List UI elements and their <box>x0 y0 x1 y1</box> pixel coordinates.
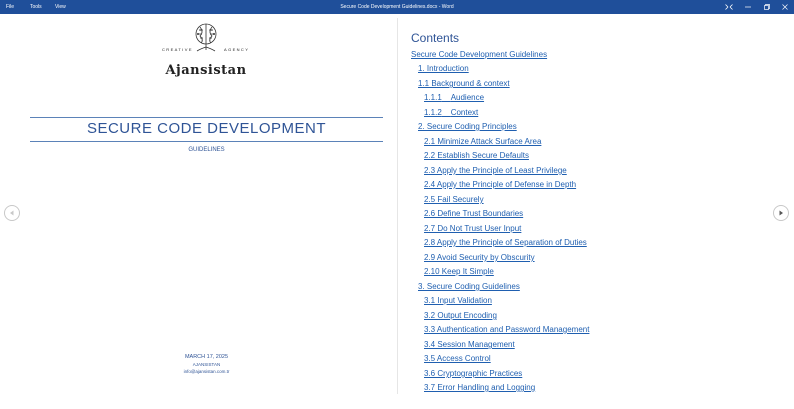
document-subtitle: GUIDELINES <box>188 147 225 153</box>
toc-item-3-6[interactable]: 3.6 Cryptographic Practices <box>424 369 523 378</box>
toc-item-3-2[interactable]: 3.2 Output Encoding <box>424 311 497 320</box>
toc-item-2-5[interactable]: 2.5 Fail Securely <box>424 195 484 204</box>
agency-right-text: AGENCY <box>224 47 250 52</box>
toc-item-2-1[interactable]: 2.1 Minimize Attack Surface Area <box>424 137 542 146</box>
next-page-button[interactable] <box>773 205 789 221</box>
next-page-icon <box>778 210 784 216</box>
close-icon <box>782 4 788 10</box>
menu-file[interactable]: File <box>6 4 15 10</box>
title-rule-bottom <box>30 141 383 142</box>
toc-item-3[interactable]: 3. Secure Coding Guidelines <box>418 282 520 291</box>
minimize-icon <box>745 4 751 10</box>
toc-item-1-1-1[interactable] <box>424 93 484 102</box>
toc-item-2-6[interactable]: 2.6 Define Trust Boundaries <box>424 209 524 218</box>
toc-item-2-9[interactable]: 2.9 Avoid Security by Obscurity <box>424 253 535 262</box>
toc-item-3-5[interactable]: 3.5 Access Control <box>424 354 491 363</box>
page-divider <box>397 18 398 394</box>
toc-item-label: Context <box>450 108 479 117</box>
restore-icon <box>764 4 770 10</box>
toc-item-3-1[interactable]: 3.1 Input Validation <box>424 296 492 305</box>
document-date: MARCH 17, 2025 <box>184 354 229 360</box>
toc-item-title[interactable]: Secure Code Development Guidelines <box>411 50 548 59</box>
toc-item-2-3[interactable]: 2.3 Apply the Principle of Least Privilege <box>424 166 567 175</box>
restore-button[interactable] <box>760 2 774 12</box>
title-bar <box>0 0 794 14</box>
toc-item-label: Audience <box>450 93 485 102</box>
toc-item-3-3[interactable]: 3.3 Authentication and Password Management <box>424 325 590 334</box>
window-title: Secure Code Development Guidelines.docx - Word <box>340 4 454 10</box>
toc-item-1-1-2[interactable] <box>424 108 478 117</box>
toc-item-2-8[interactable]: 2.8 Apply the Principle of Separation of Duties <box>424 238 587 247</box>
document-title: SECURE CODE DEVELOPMENT <box>86 120 327 137</box>
toc-item-number: 1.1.2 <box>424 108 442 117</box>
title-rule-top <box>30 117 383 118</box>
menu-tools[interactable]: Tools <box>30 4 42 10</box>
close-button[interactable] <box>778 2 792 12</box>
previous-page-button[interactable] <box>4 205 20 221</box>
toc-item-1[interactable]: 1. Introduction <box>418 64 469 73</box>
toc-item-2-4[interactable]: 2.4 Apply the Principle of Defense in Depth <box>424 180 577 189</box>
ribbon-display-button[interactable] <box>722 2 736 12</box>
minimize-button[interactable] <box>741 2 755 12</box>
toc-item-2-7[interactable]: 2.7 Do Not Trust User Input <box>424 224 522 233</box>
toc-item-2[interactable]: 2. Secure Coding Principles <box>418 122 517 131</box>
toc-item-1-1[interactable]: 1.1 Background & context <box>418 79 510 88</box>
toc-item-3-4[interactable]: 3.4 Session Management <box>424 340 515 349</box>
agency-left-text: CREATIVE <box>162 47 193 52</box>
brand-name: Ajansistan <box>165 63 247 78</box>
toc-heading: Contents <box>411 31 460 45</box>
toc-item-3-7[interactable]: 3.7 Error Handling and Logging <box>424 383 536 392</box>
toc-item-2-10[interactable]: 2.10 Keep It Simple <box>424 267 494 276</box>
previous-page-icon <box>9 210 15 216</box>
toc-item-number: 1.1.1 <box>424 93 442 102</box>
toc-item-2-2[interactable]: 2.2 Establish Secure Defaults <box>424 151 529 160</box>
company-email: info@ajansistan.com.tr <box>183 369 230 374</box>
ribbon-display-icon <box>725 4 733 10</box>
menu-view[interactable]: View <box>55 4 66 10</box>
company-name: AJANSISTAN <box>192 362 221 367</box>
